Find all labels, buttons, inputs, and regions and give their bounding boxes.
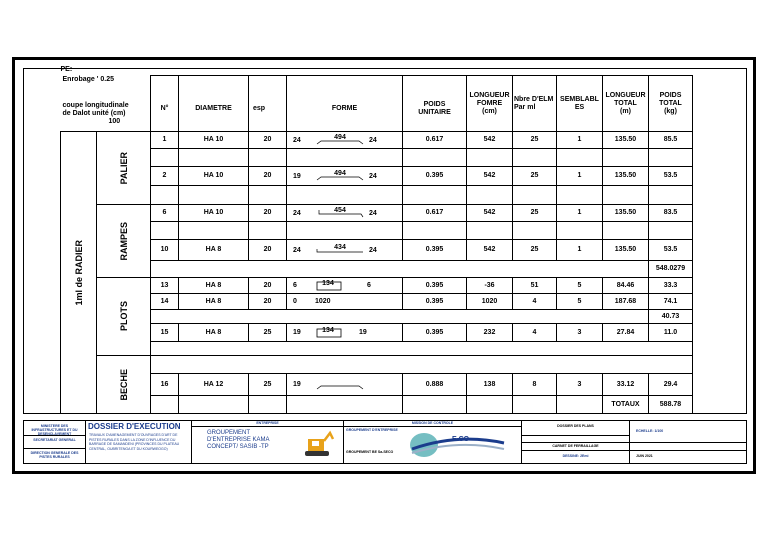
enrobage: Enrobage ' 0.25 xyxy=(62,75,114,83)
cell-lt: 135.50 xyxy=(603,132,649,149)
cell-forme: 19 494 24 xyxy=(287,167,403,186)
mission-block: MISSION DE CONTROLE GROUPEMENT D'ENTREPRISE GROUPEMENT BE Sa-SECO E.CO xyxy=(344,421,522,463)
subtotal-row xyxy=(61,310,693,324)
header-row xyxy=(61,76,693,132)
bar-shape-cranked: 454 xyxy=(315,208,365,218)
cell-nb: 25 xyxy=(513,132,557,149)
dossier-block: DOSSIER D'EXECUTION TRAVAUX D'AMENAGEMENT D'OUVRAGES D'ART DE PISTES RURALES DANS LA ZONE D'INFLUENCE DU BARRAGE DE SAMANDENI (PROVINCES DU PLATEAU CENTRAL, OUBRITENGA ET DU KOURWEOGO) xyxy=(86,421,192,463)
cell-pu: 0.617 xyxy=(403,132,467,149)
table-row-empty xyxy=(61,342,693,356)
bar-shape-stirrup: 134 xyxy=(315,328,349,338)
eco-logo-text: E.CO xyxy=(452,436,470,443)
rebar-schedule-table xyxy=(60,65,693,414)
cell-diam: HA 10 xyxy=(179,132,249,149)
cell-pt: 85.5 xyxy=(649,132,693,149)
title-block xyxy=(23,420,747,464)
plans-block: DOSSIER DES PLANS CARNET DE FERRAILLAGE DESSINE: 2Emi xyxy=(522,421,630,463)
cell-forme: 24 494 24 xyxy=(287,132,403,149)
totaux-label: TOTAUX xyxy=(603,396,649,414)
table-row: 14 HA 8 20 0 1020 0.395 1020 4 5 187.68 74.1 xyxy=(61,294,693,310)
col-longueur-forme: LONGUEUR FOMRE (cm) xyxy=(467,76,513,132)
cell-forme: 24 454 24 xyxy=(287,205,403,222)
table-row: 15 HA 8 25 19 134 19 0.395 232 4 3 27.84 11.0 xyxy=(61,324,693,342)
table-row-empty xyxy=(61,149,693,167)
section-plots: PLOTS xyxy=(97,278,151,356)
table-row: RAMPES 6 HA 10 20 24 454 24 0.617 542 25 1 135.50 83.5 xyxy=(61,205,693,222)
cell-n: 1 xyxy=(151,132,179,149)
col-nbre: Nbre D'ELM Par ml xyxy=(513,76,557,132)
col-n: N° xyxy=(151,76,179,132)
drawing-sheet xyxy=(12,57,756,474)
ministry-block: MINISTERE DES INFRASTRUCTURES ET DU DESENCLAVEMENT SECRETARIAT GENERAL DIRECTION GENERALE DES PISTES RURALES xyxy=(24,421,86,463)
group-cell xyxy=(61,132,97,414)
entreprise-block: ENTREPRISE GROUPEMENT D'ENTREPRISE KAMA CONCEPT/ SASIB -TP xyxy=(192,421,344,463)
table-row-empty xyxy=(61,356,693,374)
totals-row xyxy=(61,396,693,414)
cell-esp: 20 xyxy=(249,132,287,149)
header-left-block xyxy=(60,65,151,132)
dossier-title: DOSSIER D'EXECUTION xyxy=(88,422,181,431)
bar-shape-stirrup: 134 xyxy=(315,281,349,291)
col-semblables: SEMBLABL ES xyxy=(557,76,603,132)
table-row: 10 HA 8 20 24 434 24 0.395 542 25 1 135.50 53.5 xyxy=(61,240,693,261)
bar-shape-hooked: 494 xyxy=(315,135,365,145)
col-diametre: DIAMETRE xyxy=(179,76,249,132)
coupe-label: coupe longitudinale de Dalot unité (cm) 100 xyxy=(62,101,129,125)
cell-lf: 542 xyxy=(467,132,513,149)
table-row xyxy=(61,132,693,149)
pe-label: PE: xyxy=(60,65,73,73)
schedule-frame xyxy=(23,65,747,414)
bar-shape-straight: 434 xyxy=(315,245,365,255)
table-row: 16 HA 12 25 19 0.888 138 8 3 33.12 29.4 xyxy=(61,374,693,396)
subtotal-rampes: 548.0279 xyxy=(649,261,693,278)
col-forme: FORME xyxy=(287,76,403,132)
section-palier: PALIER xyxy=(97,132,151,205)
section-rampes: RAMPES xyxy=(97,205,151,278)
bar-shape-hooked xyxy=(315,380,365,390)
table-row: 2 HA 10 20 19 494 24 0.395 542 25 1 135.50 53.5 xyxy=(61,167,693,186)
excavator-logo xyxy=(300,429,334,459)
totaux-value: 588.78 xyxy=(649,396,693,414)
col-poids-total: POIDS TOTAL (kg) xyxy=(649,76,693,132)
eco-logo-icon xyxy=(408,429,508,461)
section-beche: BECHE xyxy=(97,356,151,414)
subtotal-plots: 40.73 xyxy=(649,310,693,324)
bar-shape-hooked: 494 xyxy=(315,171,365,181)
table-row-empty xyxy=(61,186,693,205)
cell-forme: 19 134 19 xyxy=(287,324,403,342)
cell-forme: 6 134 6 xyxy=(287,278,403,294)
scale-block: ECHELLE: 1/100 JUIN 2021 xyxy=(630,421,746,463)
table-row-empty xyxy=(61,222,693,240)
cell-forme: 19 xyxy=(287,374,403,396)
col-poids-unitaire: POIDS UNITAIRE xyxy=(403,76,467,132)
subtotal-row xyxy=(61,261,693,278)
col-esp: esp xyxy=(249,76,287,132)
cell-forme: 0 1020 xyxy=(287,294,403,310)
table-row: PLOTS 13 HA 8 20 6 134 6 0.395 -36 51 5 84.46 33.3 xyxy=(61,278,693,294)
group-label: 1ml de RADIER xyxy=(73,239,84,306)
groupement-name: GROUPEMENT D'ENTREPRISE KAMA CONCEPT/ SASIB -TP xyxy=(207,430,270,450)
col-longueur-totale: LONGUEUR TOTAL (m) xyxy=(603,76,649,132)
cell-forme: 24 434 24 xyxy=(287,240,403,261)
cell-sem: 1 xyxy=(557,132,603,149)
